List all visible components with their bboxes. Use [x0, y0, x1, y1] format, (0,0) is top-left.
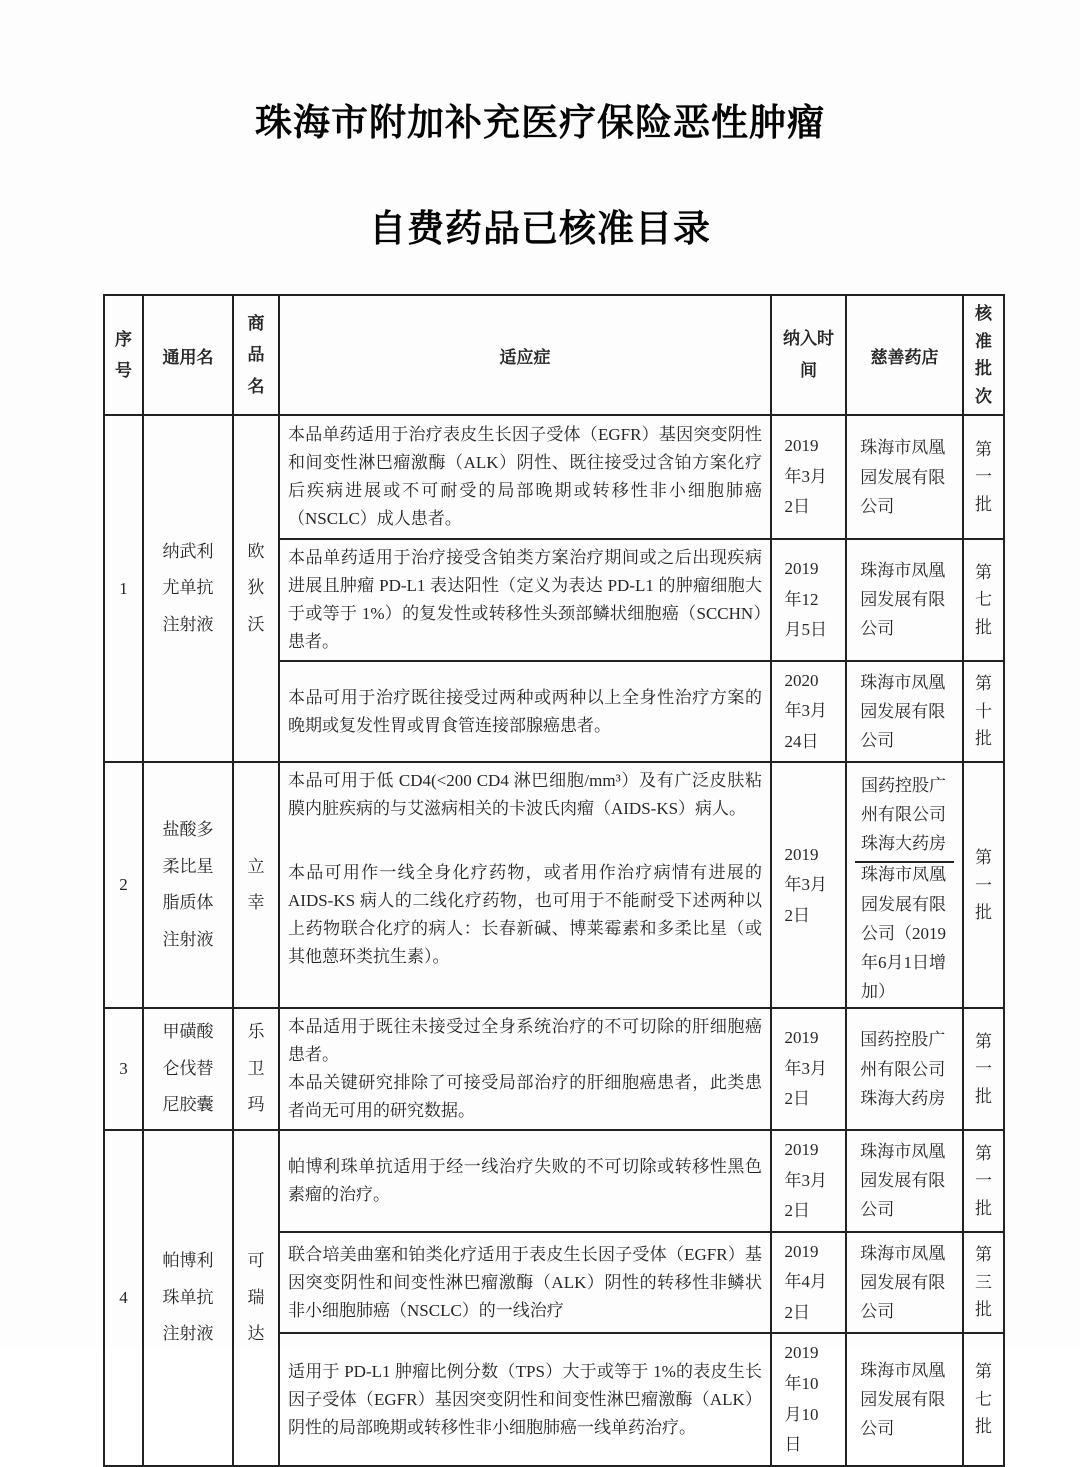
table-row [104, 1008, 1004, 1130]
cell-generic-name: 纳武利尤单抗注射液 [143, 415, 233, 762]
cell-approval-batch: 第一批 [963, 415, 1004, 539]
cell-approval-batch: 第三批 [963, 1232, 1004, 1334]
cell-approval-batch: 第七批 [963, 539, 1004, 661]
cell-inclusion-time: 2019年4月2日 [771, 1232, 846, 1334]
cell-brand-name: 欧狄沃 [233, 415, 279, 762]
cell-indication: 本品单药适用于治疗表皮生长因子受体（EGFR）基因突变阴性和间变性淋巴瘤激酶（ALK）阴性、既往接受过含铂方案化疗后疾病进展或不可耐受的局部晚期或转移性非小细胞肺癌（NSCLC）成人患者。 [279, 415, 771, 539]
cell-charity-pharmacy: 珠海市凤凰园发展有限公司 [846, 539, 963, 661]
cell-inclusion-time: 2019年3月2日 [771, 1008, 846, 1130]
cell-indication: 本品可用于低 CD4(<200 CD4 淋巴细胞/mm³）及有广泛皮肤粘膜内脏疾病的与艾滋病相关的卡波氏肉瘤（AIDS-KS）病人。 本品可用作一线全身化疗药物，或者用作治疗病情有进展的 AIDS-KS 病人的二线化疗药物，也可用于不能耐受下述两种以上药物联合化疗的病人：长春新碱、博莱霉素和多柔比星（或其他蒽环类抗生素）。 [279, 762, 771, 1008]
cell-charity-pharmacy [846, 762, 963, 1008]
table-row [104, 762, 1004, 1008]
cell-inclusion-time: 2019年3月2日 [771, 762, 846, 1008]
cell-indication: 帕博利珠单抗适用于经一线治疗失败的不可切除或转移性黑色素瘤的治疗。 [279, 1130, 771, 1232]
document-title-line1: 珠海市附加补充医疗保险恶性肿瘤 [255, 101, 825, 144]
cell-approval-batch: 第一批 [963, 762, 1004, 1008]
header-generic-name: 通用名 [143, 295, 233, 415]
cell-brand-name: 立幸 [233, 762, 279, 1008]
approved-drug-catalog-table [103, 294, 1005, 1467]
cell-generic-name: 甲磺酸仑伐替尼胶囊 [143, 1008, 233, 1130]
header-index: 序号 [104, 295, 143, 415]
pharmacy-sub-cell: 珠海市凤凰园发展有限公司（2019年6月1日增加） [861, 865, 946, 1002]
cell-indication: 本品可用于治疗既往接受过两种或两种以上全身性治疗方案的晚期或复发性胃或胃食管连接部腺癌患者。 [279, 661, 771, 763]
cell-approval-batch: 第十批 [963, 661, 1004, 763]
cell-inclusion-time: 2019年10月10日 [771, 1333, 846, 1465]
cell-inclusion-time: 2020年3月24日 [771, 661, 846, 763]
cell-charity-pharmacy: 国药控股广州有限公司珠海大药房 [846, 1008, 963, 1130]
cell-generic-name: 帕博利珠单抗注射液 [143, 1130, 233, 1466]
table-row [104, 415, 1004, 539]
header-approval-batch: 核准批次 [963, 295, 1004, 415]
cell-index: 4 [104, 1130, 143, 1466]
cell-index: 3 [104, 1008, 143, 1130]
table-row [104, 1130, 1004, 1232]
cell-approval-batch: 第一批 [963, 1130, 1004, 1232]
cell-inclusion-time: 2019年12月5日 [771, 539, 846, 661]
cell-inclusion-time: 2019年3月2日 [771, 1130, 846, 1232]
cell-indication: 本品适用于既往未接受过全身系统治疗的不可切除的肝细胞癌患者。 本品关键研究排除了可接受局部治疗的肝细胞癌患者，此类患者尚无可用的研究数据。 [279, 1008, 771, 1130]
cell-generic-name: 盐酸多柔比星脂质体注射液 [143, 762, 233, 1008]
cell-brand-name: 乐卫玛 [233, 1008, 279, 1130]
header-inclusion-time: 纳入时间 [771, 295, 846, 415]
header-indication: 适应症 [279, 295, 771, 415]
cell-brand-name: 可瑞达 [233, 1130, 279, 1466]
header-charity-pharmacy: 慈善药店 [846, 295, 963, 415]
pharmacy-sub-cell: 国药控股广州有限公司珠海大药房 [855, 767, 954, 863]
cell-approval-batch: 第七批 [963, 1333, 1004, 1465]
cell-approval-batch: 第一批 [963, 1008, 1004, 1130]
cell-indication: 联合培美曲塞和铂类化疗适用于表皮生长因子受体（EGFR）基因突变阴性和间变性淋巴瘤激酶（ALK）阴性的转移性非鳞状非小细胞肺癌（NSCLC）的一线治疗 [279, 1232, 771, 1334]
cell-indication: 本品单药适用于治疗接受含铂类方案治疗期间或之后出现疾病进展且肿瘤 PD-L1 表达阳性（定义为表达 PD-L1 的肿瘤细胞大于或等于 1%）的复发性或转移性头颈部鳞状细胞癌（SCCHN）患者。 [279, 539, 771, 661]
cell-charity-pharmacy: 珠海市凤凰园发展有限公司 [846, 1130, 963, 1232]
cell-charity-pharmacy: 珠海市凤凰园发展有限公司 [846, 1232, 963, 1334]
cell-charity-pharmacy: 珠海市凤凰园发展有限公司 [846, 1333, 963, 1465]
document-title-line2: 自费药品已核准目录 [369, 207, 711, 250]
cell-charity-pharmacy: 珠海市凤凰园发展有限公司 [846, 415, 963, 539]
header-brand-name: 商品名 [233, 295, 279, 415]
table-header-row [104, 295, 1004, 415]
cell-index: 1 [104, 415, 143, 762]
cell-inclusion-time: 2019年3月2日 [771, 415, 846, 539]
cell-charity-pharmacy: 珠海市凤凰园发展有限公司 [846, 661, 963, 763]
cell-index: 2 [104, 762, 143, 1008]
cell-indication: 适用于 PD-L1 肿瘤比例分数（TPS）大于或等于 1%的表皮生长因子受体（EGFR）基因突变阴性和间变性淋巴瘤激酶（ALK）阴性的局部晚期或转移性非小细胞肺癌一线单药治疗。 [279, 1333, 771, 1465]
